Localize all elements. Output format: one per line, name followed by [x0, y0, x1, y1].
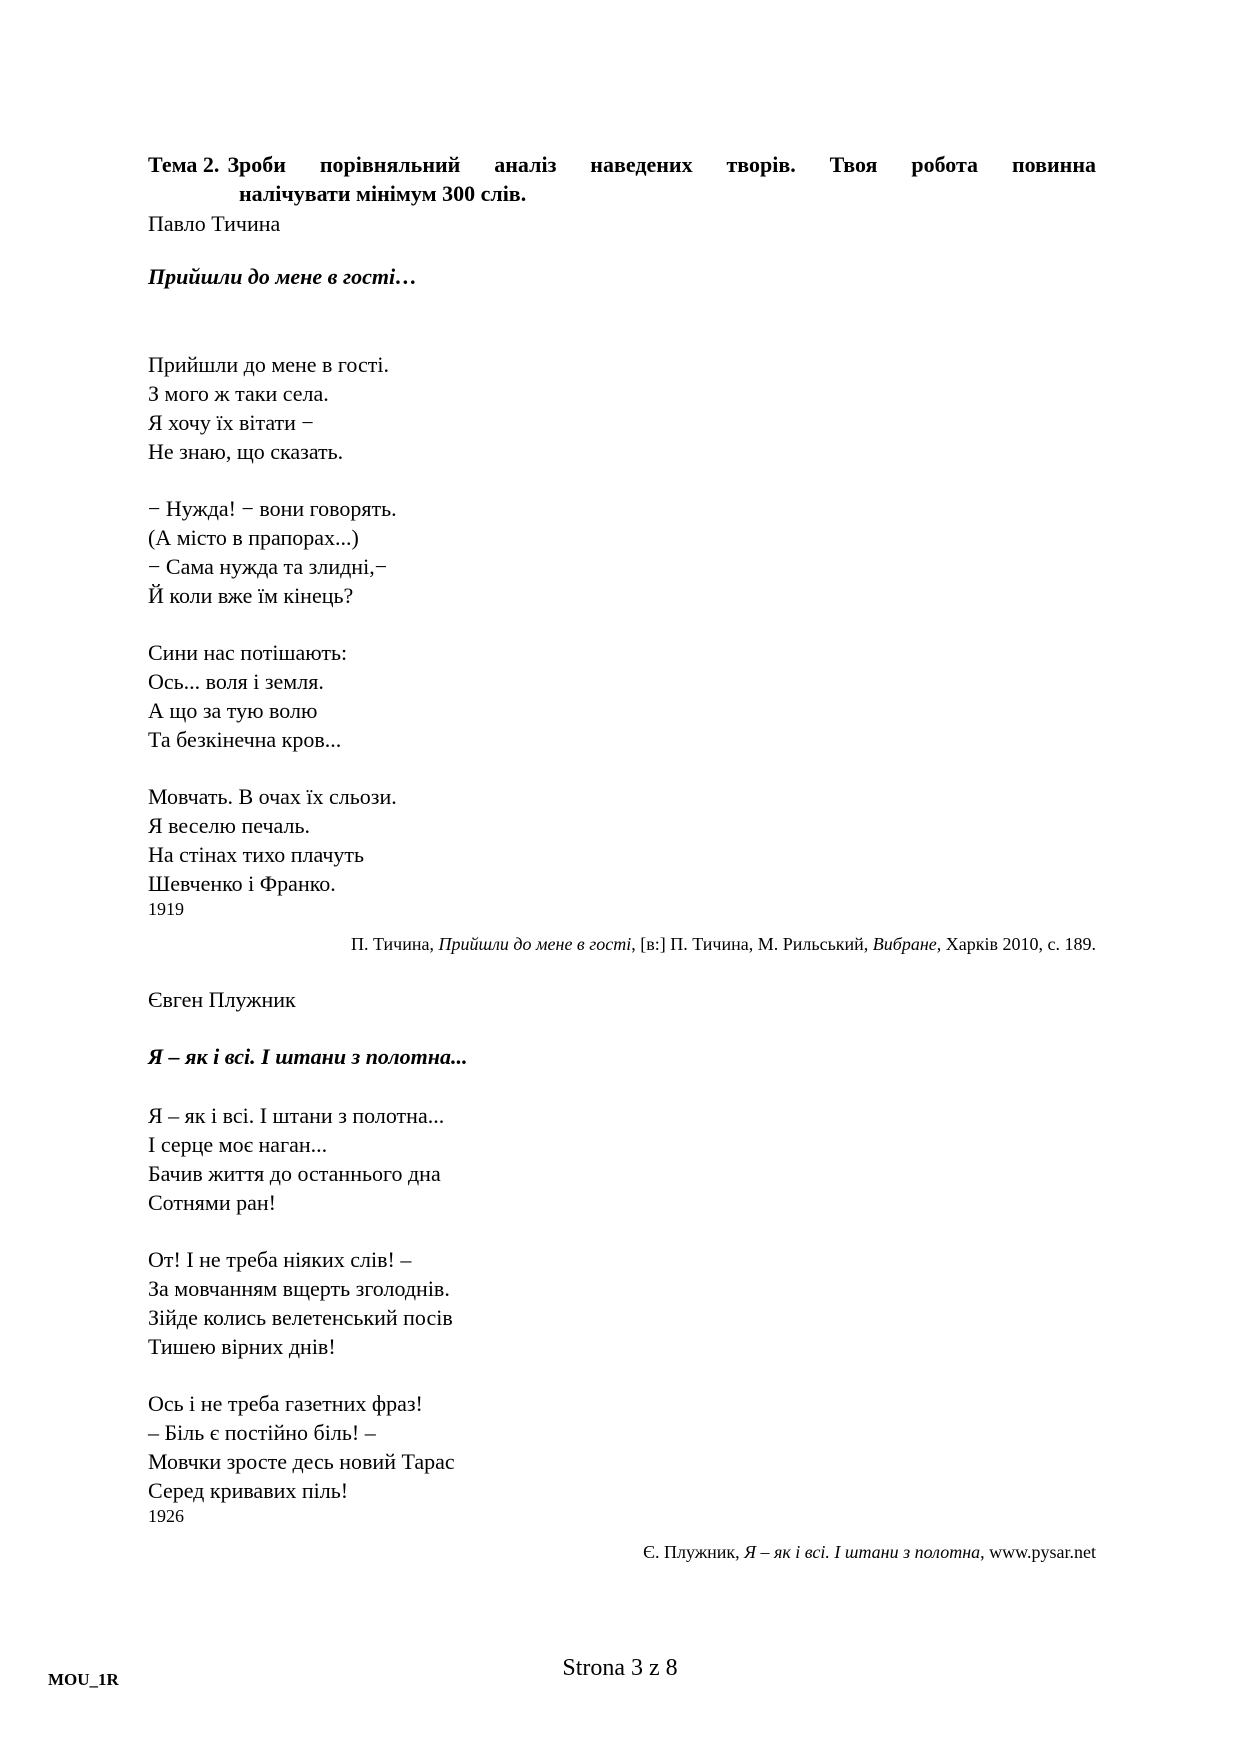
poem-line: Шевченко і Франко.	[148, 871, 336, 896]
poem-line: (А місто в прапорах...)	[148, 525, 359, 550]
poem-line: От! І не треба ніяких слів! –	[148, 1247, 412, 1272]
poem-line: Мовчки зросте десь новий Тарас	[148, 1449, 455, 1474]
poem1-title: Прийшли до мене в гості…	[148, 264, 418, 289]
poem-line: Зійде колись велетенський посів	[148, 1305, 453, 1330]
task-text-line2: налічувати мінімум 300 слів.	[239, 181, 527, 206]
poem-line: Та безкінечна кров...	[148, 727, 342, 752]
poem-line: Ось і не треба газетних фраз!	[148, 1391, 423, 1416]
poem-line: І серце моє наган...	[148, 1132, 328, 1157]
poem2-source	[643, 1540, 1096, 1564]
poem-line: Бачив життя до останнього дна	[148, 1161, 441, 1186]
poem1-year: 1919	[148, 899, 184, 919]
poem2-stanza	[148, 1245, 453, 1361]
poem-line: На стінах тихо плачуть	[148, 842, 365, 867]
source-book: Вибране	[872, 934, 937, 954]
poem1-author: Павло Тичина	[148, 211, 281, 236]
source-title: Я – як і всі. І штани з полотна	[744, 1542, 981, 1562]
task-label: Тема 2.	[148, 152, 220, 177]
poem2-stanza	[148, 1389, 455, 1505]
task-heading	[148, 150, 1096, 208]
poem1-source	[351, 932, 1096, 956]
task-text-line1: Зроби порівняльний аналіз наведених творів. Твоя робота повинна	[227, 152, 1096, 177]
poem-line: Не знаю, що сказать.	[148, 439, 344, 464]
poem-line: Мовчать. В очах їх сльози.	[148, 784, 397, 809]
source-text: , www.pysar.net	[980, 1542, 1096, 1562]
source-text: Є. Плужник,	[643, 1542, 745, 1562]
source-text: , [в:] П. Тичина, М. Рильський,	[631, 934, 873, 954]
poem-line: З мого ж таки села.	[148, 381, 329, 406]
poem1-stanza	[148, 350, 389, 466]
poem2-stanza	[148, 1101, 444, 1217]
poem-line: За мовчанням вщерть зголоднів.	[148, 1276, 450, 1301]
poem-line: Я – як і всі. І штани з полотна...	[148, 1103, 445, 1128]
source-title: Прийшли до мене в гості	[438, 934, 632, 954]
page-number: Strona 3 z 8	[562, 1655, 678, 1681]
poem1-stanza	[148, 638, 347, 754]
poem-line: − Нужда! − вони говорять.	[148, 496, 397, 521]
poem-line: − Сама нужда та злидні,−	[148, 554, 388, 579]
poem-line: Й коли вже їм кінець?	[148, 583, 354, 608]
poem-line: Сини нас потішають:	[148, 640, 348, 665]
poem1-stanza	[148, 782, 397, 898]
poem-line: Ось... воля і земля.	[148, 669, 324, 694]
poem-line: Прийшли до мене в гості.	[148, 352, 389, 377]
poem-line: А що за тую волю	[148, 698, 318, 723]
source-text: , Харків 2010, с. 189.	[936, 934, 1096, 954]
poem2-year: 1926	[148, 1506, 184, 1526]
poem-line: Я хочу їх вітати −	[148, 410, 314, 435]
poem-line: Сотнями ран!	[148, 1190, 276, 1215]
source-text: П. Тичина,	[351, 934, 439, 954]
poem-line: Тишею вірних днів!	[148, 1334, 336, 1359]
poem2-title: Я – як і всі. І штани з полотна...	[148, 1044, 468, 1069]
poem2-author: Євген Плужник	[148, 987, 296, 1012]
poem-line: Я веселю печаль.	[148, 813, 310, 838]
poem1-stanza	[148, 494, 397, 610]
poem-line: Серед кривавих піль!	[148, 1478, 349, 1503]
footer-code: MOU_1R	[48, 1670, 119, 1689]
poem-line: – Біль є постійно біль! –	[148, 1420, 376, 1445]
